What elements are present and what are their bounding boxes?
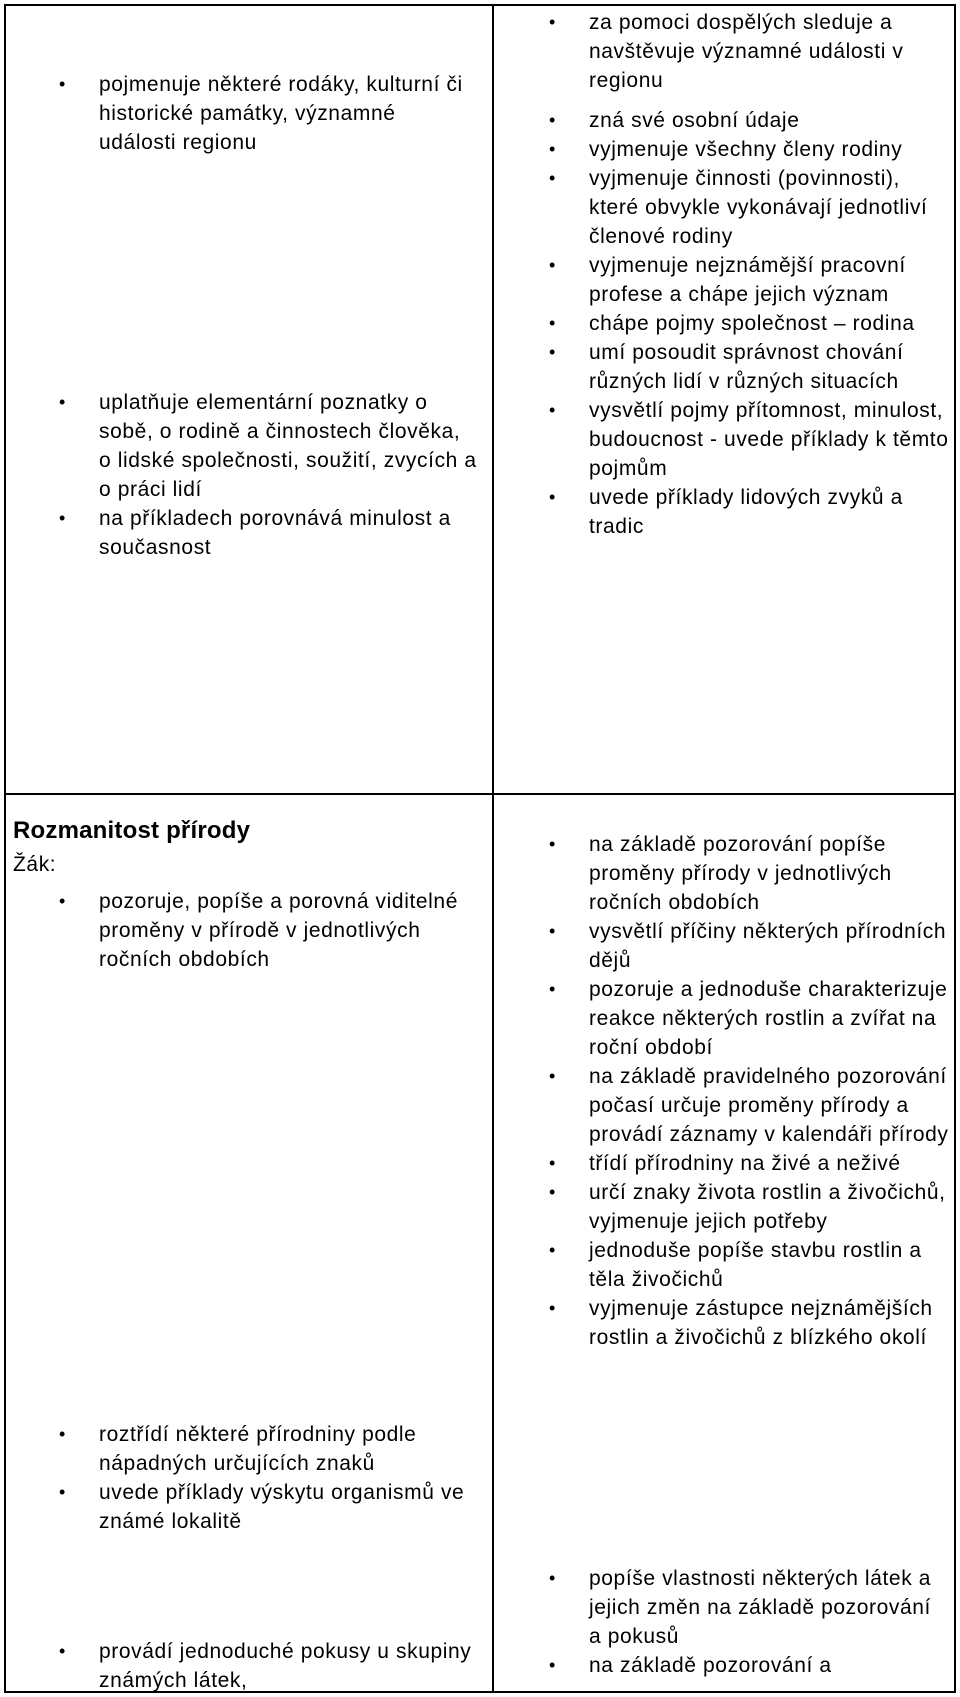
list-item: • provádí jednoduché pokusy u skupiny známých látek, xyxy=(99,1637,479,1695)
list-item: • na základě pozorování a xyxy=(589,1651,949,1680)
list-item: • pojmenuje některé rodáky, kulturní či historické památky, významné události regionu xyxy=(99,70,479,157)
list-item: • třídí přírodniny na živé a neživé xyxy=(589,1149,949,1178)
list-item: • za pomoci dospělých sleduje a navštěvuje významné události v regionu xyxy=(589,8,949,95)
top-left-list-2 xyxy=(99,388,479,562)
bottom-left-list-1 xyxy=(99,887,479,974)
top-right-list xyxy=(589,8,949,541)
top-left-list-1 xyxy=(99,70,479,157)
list-item: • roztřídí některé přírodniny podle nápadných určujících znaků xyxy=(99,1420,479,1478)
list-item: • uvede příklady výskytu organismů ve známé lokalitě xyxy=(99,1478,479,1536)
list-item: • vysvětlí pojmy přítomnost, minulost, budoucnost - uvede příklady k těmto pojmům xyxy=(589,396,949,483)
bottom-right-list-1 xyxy=(589,830,949,1352)
list-item: • na příkladech porovnává minulost a současnost xyxy=(99,504,479,562)
list-item: • uplatňuje elementární poznatky o sobě, o rodině a činnostech člověka, o lidské společnosti, soužití, zvycích a o práci lidí xyxy=(99,388,479,504)
list-item: • na základě pravidelného pozorování počasí určuje proměny přírody a provádí záznamy v kalendáři přírody xyxy=(589,1062,949,1149)
list-item: • vyjmenuje všechny členy rodiny xyxy=(589,135,949,164)
list-item: • popíše vlastnosti některých látek a jejich změn na základě pozorování a pokusů xyxy=(589,1564,949,1651)
bottom-right-list-2 xyxy=(589,1564,949,1680)
list-item: • vyjmenuje nejznámější pracovní profese a chápe jejich význam xyxy=(589,251,949,309)
list-item: • určí znaky života rostlin a živočichů, vyjmenuje jejich potřeby xyxy=(589,1178,949,1236)
list-item: • na základě pozorování popíše proměny přírody v jednotlivých ročních obdobích xyxy=(589,830,949,917)
list-item: • umí posoudit správnost chování různých lidí v různých situacích xyxy=(589,338,949,396)
list-item: • uvede příklady lidových zvyků a tradic xyxy=(589,483,949,541)
column-divider xyxy=(492,4,494,1693)
list-item: • chápe pojmy společnost – rodina xyxy=(589,309,949,338)
subject-label: Žák: xyxy=(13,853,57,876)
section-heading: Rozmanitost přírody xyxy=(13,817,251,844)
list-item: • jednoduše popíše stavbu rostlin a těla živočichů xyxy=(589,1236,949,1294)
list-item: • vyjmenuje činnosti (povinnosti), které obvykle vykonávají jednotliví členové rodiny xyxy=(589,164,949,251)
list-item: • vyjmenuje zástupce nejznámějších rostlin a živočichů z blízkého okolí xyxy=(589,1294,949,1352)
list-item: • vysvětlí příčiny některých přírodních dějů xyxy=(589,917,949,975)
list-item: • zná své osobní údaje xyxy=(589,106,949,135)
list-item: • pozoruje a jednoduše charakterizuje reakce některých rostlin a zvířat na roční období xyxy=(589,975,949,1062)
row-divider xyxy=(4,793,956,795)
list-item: • pozoruje, popíše a porovná viditelné proměny v přírodě v jednotlivých ročních obdobích xyxy=(99,887,479,974)
bottom-left-list-3 xyxy=(99,1637,479,1695)
bottom-left-list-2 xyxy=(99,1420,479,1536)
